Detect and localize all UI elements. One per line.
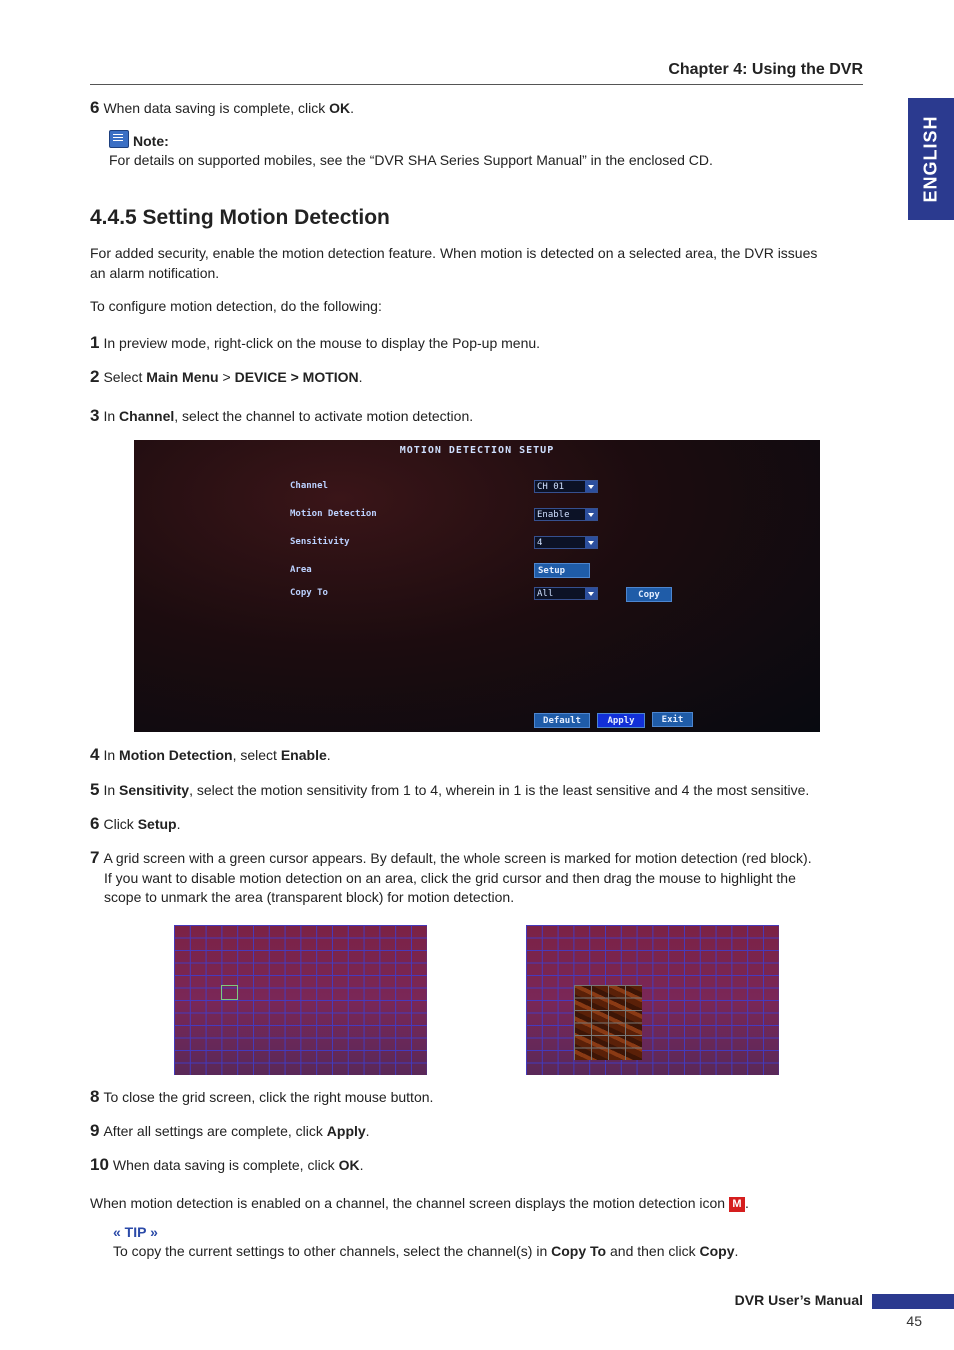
step-bold: OK bbox=[338, 1157, 360, 1173]
step-7-line-3: scope to unmark the area (transparent block) for motion detection. bbox=[104, 889, 515, 905]
intro-configure: To configure motion detection, do the following: bbox=[90, 298, 382, 314]
step-number: 10 bbox=[90, 1155, 109, 1174]
step-4 bbox=[90, 745, 331, 765]
language-tab bbox=[908, 98, 954, 220]
step-8 bbox=[90, 1087, 433, 1107]
step-bold: Sensitivity bbox=[119, 782, 190, 798]
channel-value: CH 01 bbox=[537, 482, 565, 492]
tip-label: « TIP » bbox=[113, 1224, 158, 1240]
grid-lines bbox=[526, 925, 779, 1075]
intro-line-2: an alarm notification. bbox=[90, 265, 220, 281]
dvr-screen-title: MOTION DETECTION SETUP bbox=[399, 445, 555, 456]
closing-text: When motion detection is enabled on a channel, the channel screen displays the motion detection icon bbox=[90, 1195, 729, 1211]
closing-paragraph bbox=[90, 1194, 749, 1213]
tip-bold: Copy bbox=[699, 1243, 735, 1259]
step-text: , select bbox=[232, 747, 281, 763]
intro-line-1: For added security, enable the motion detection feature. When motion is detected on a selected area, the DVR issues bbox=[90, 245, 818, 261]
step-number: 8 bbox=[90, 1087, 100, 1106]
chapter-header bbox=[90, 60, 863, 85]
step-text: > bbox=[218, 369, 235, 385]
step-text: . bbox=[326, 747, 331, 763]
step-7 bbox=[90, 848, 812, 868]
chevron-down-icon bbox=[585, 588, 597, 599]
grid-lines bbox=[174, 925, 427, 1075]
step-number: 6 bbox=[90, 814, 100, 833]
closing-text: . bbox=[744, 1195, 749, 1211]
footer-bar bbox=[872, 1294, 954, 1309]
step-text: . bbox=[365, 1123, 370, 1139]
dvr-label-channel: Channel bbox=[290, 481, 328, 491]
note-text: For details on supported mobiles, see the “DVR SHA Series Support Manual” in the enclosed CD. bbox=[109, 152, 713, 168]
step-number: 9 bbox=[90, 1121, 100, 1140]
note bbox=[109, 130, 169, 151]
step-text: In bbox=[103, 782, 120, 798]
unmarked-area-grid bbox=[574, 985, 642, 1060]
chevron-down-icon bbox=[585, 481, 597, 492]
footer-manual-title: DVR User’s Manual bbox=[734, 1292, 863, 1308]
step-7-line-2: If you want to disable motion detection on an area, click the grid cursor and then drag the mouse to highlight the bbox=[104, 870, 796, 886]
step-text: , select the channel to activate motion detection. bbox=[174, 408, 474, 424]
page-number: 45 bbox=[906, 1313, 922, 1329]
step-text: . bbox=[358, 369, 363, 385]
step-text: To close the grid screen, click the right mouse button. bbox=[103, 1089, 434, 1105]
step-5 bbox=[90, 780, 809, 800]
step-number: 4 bbox=[90, 745, 100, 764]
language-tab-label: ENGLISH bbox=[920, 115, 941, 203]
step-number: 3 bbox=[90, 406, 100, 425]
step-text: In preview mode, right-click on the mouse to display the Pop-up menu. bbox=[103, 335, 541, 351]
step-number: 1 bbox=[90, 333, 100, 352]
step-text: Select bbox=[103, 369, 147, 385]
step-text: Click bbox=[103, 816, 138, 832]
grid-screen-unmarked bbox=[526, 925, 779, 1075]
motion-detection-select[interactable] bbox=[534, 508, 598, 521]
motion-detection-value: Enable bbox=[537, 510, 570, 520]
step-number: 2 bbox=[90, 367, 100, 386]
tip-text-part: . bbox=[734, 1243, 739, 1259]
chapter-title: Chapter 4: Using the DVR bbox=[668, 61, 863, 78]
step-number: 5 bbox=[90, 780, 100, 799]
note-icon bbox=[109, 130, 129, 148]
step-text: . bbox=[359, 1157, 364, 1173]
tip-text-part: To copy the current settings to other channels, select the channel(s) in bbox=[113, 1243, 552, 1259]
step-6 bbox=[90, 814, 180, 834]
step-text: A grid screen with a green cursor appears. By default, the whole screen is marked for motion detection (red block). bbox=[103, 850, 812, 866]
step-bold: Setup bbox=[137, 816, 177, 832]
motion-detection-setup-screenshot bbox=[134, 440, 820, 732]
step-text: When data saving is complete, click bbox=[112, 1157, 339, 1173]
step-1 bbox=[90, 333, 540, 353]
step-text: When data saving is complete, click bbox=[103, 100, 330, 116]
dvr-label-motion-detection: Motion Detection bbox=[290, 509, 377, 519]
step-bold: Apply bbox=[326, 1123, 366, 1139]
dvr-label-sensitivity: Sensitivity bbox=[290, 537, 350, 547]
channel-select[interactable] bbox=[534, 480, 598, 493]
step-10 bbox=[90, 1155, 363, 1175]
step-text: , select the motion sensitivity from 1 to 4, wherein in 1 is the least sensitive and 4 the most sensitive. bbox=[189, 782, 810, 798]
step-bold: Enable bbox=[280, 747, 327, 763]
step-6-ok bbox=[90, 98, 354, 118]
dvr-label-area: Area bbox=[290, 565, 312, 575]
step-bold: Motion Detection bbox=[119, 747, 233, 763]
step-number: 6 bbox=[90, 98, 100, 117]
area-setup-button[interactable]: Setup bbox=[534, 563, 590, 578]
step-text: In bbox=[103, 747, 120, 763]
motion-detection-icon: M bbox=[729, 1197, 745, 1212]
copy-button[interactable]: Copy bbox=[626, 587, 672, 602]
grid-screen-default bbox=[174, 925, 427, 1075]
sensitivity-select[interactable] bbox=[534, 536, 598, 549]
step-2 bbox=[90, 367, 363, 387]
step-bold: Main Menu bbox=[146, 369, 219, 385]
exit-button[interactable]: Exit bbox=[652, 712, 693, 727]
step-9 bbox=[90, 1121, 370, 1141]
green-grid-cursor bbox=[221, 985, 238, 1000]
tip-text bbox=[113, 1242, 738, 1261]
dvr-label-copy-to: Copy To bbox=[290, 588, 328, 598]
default-button[interactable]: Default bbox=[534, 713, 590, 728]
step-text: . bbox=[176, 816, 181, 832]
tip-text-part: and then click bbox=[606, 1243, 700, 1259]
copy-to-select[interactable] bbox=[534, 587, 598, 600]
step-text: In bbox=[103, 408, 120, 424]
step-bold: Channel bbox=[119, 408, 175, 424]
apply-button[interactable]: Apply bbox=[597, 713, 645, 728]
sensitivity-value: 4 bbox=[537, 538, 543, 548]
step-text: . bbox=[350, 100, 355, 116]
step-bold: DEVICE > MOTION bbox=[234, 369, 359, 385]
step-3 bbox=[90, 406, 473, 426]
step-text: After all settings are complete, click bbox=[103, 1123, 327, 1139]
tip-bold: Copy To bbox=[551, 1243, 607, 1259]
step-number: 7 bbox=[90, 848, 100, 867]
copy-to-value: All bbox=[537, 589, 554, 599]
step-bold: OK bbox=[329, 100, 351, 116]
note-label: Note: bbox=[133, 133, 169, 149]
chevron-down-icon bbox=[585, 537, 597, 548]
chevron-down-icon bbox=[585, 509, 597, 520]
section-title: 4.4.5 Setting Motion Detection bbox=[90, 206, 390, 229]
